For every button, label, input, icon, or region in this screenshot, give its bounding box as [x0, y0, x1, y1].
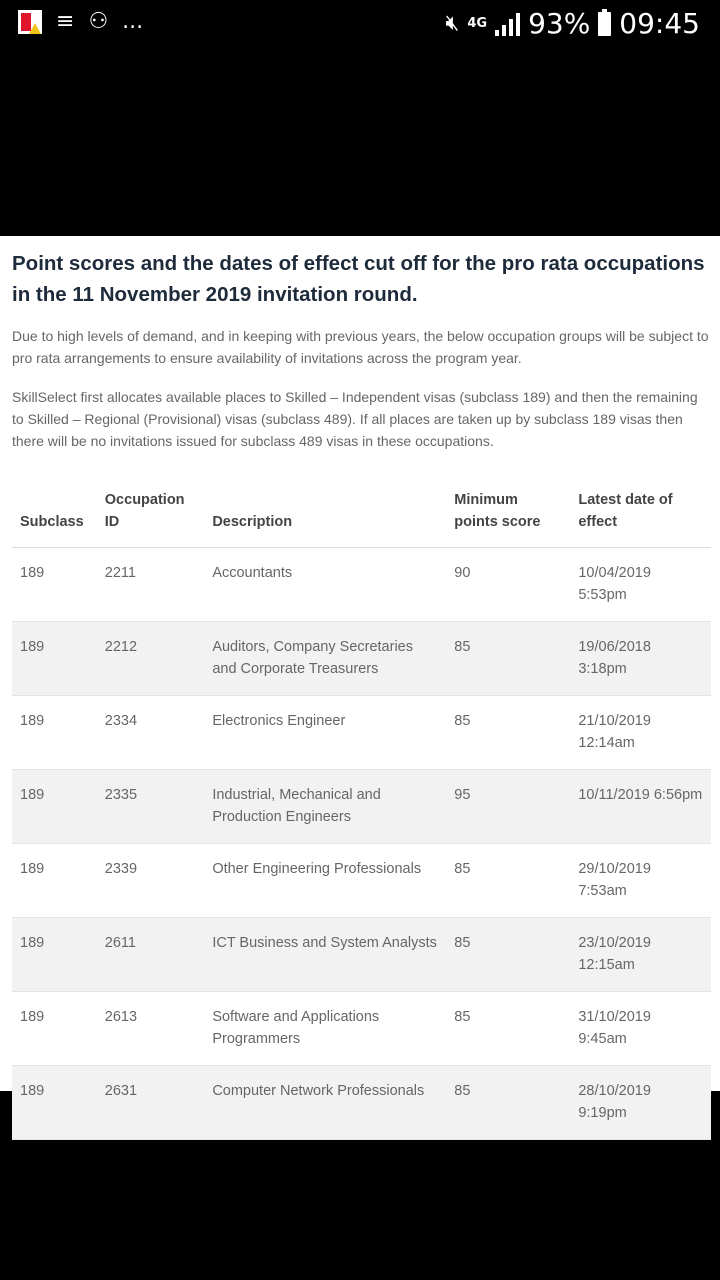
cell-description: Auditors, Company Secretaries and Corporate Treasurers: [204, 622, 446, 696]
status-bar-right: [445, 8, 700, 40]
cell-date: 19/06/2018 3:18pm: [570, 622, 711, 696]
cell-description: Electronics Engineer: [204, 696, 446, 770]
cell-description: Software and Applications Programmers: [204, 992, 446, 1066]
table-header-row: [12, 483, 711, 548]
clock: 09:45: [619, 7, 700, 40]
table-row: [12, 770, 711, 844]
cell-points: 85: [446, 696, 570, 770]
lines-icon: ≡: [56, 9, 75, 34]
battery-icon: [598, 12, 611, 36]
table-row: [12, 918, 711, 992]
header-minimum-points: Minimum points score: [446, 483, 570, 548]
header-latest-date: Latest date of effect: [570, 483, 711, 548]
intro-paragraph: Due to high levels of demand, and in keeping with previous years, the below occupation groups will be subject to pro rata arrangements to ensure availability of invitations across the program year.: [12, 328, 709, 366]
cell-date: 10/11/2019 6:56pm: [570, 770, 711, 844]
header-occupation-id: Occupation ID: [97, 483, 205, 548]
table-row: [12, 992, 711, 1066]
article-content: [0, 236, 720, 1121]
cell-points: 85: [446, 1066, 570, 1140]
occupation-table: [12, 483, 711, 1140]
cell-date: 21/10/2019 12:14am: [570, 696, 711, 770]
cell-date: 31/10/2019 9:45am: [570, 992, 711, 1066]
cell-points: 85: [446, 844, 570, 918]
cell-subclass: 189: [12, 770, 97, 844]
cell-description: Other Engineering Professionals: [204, 844, 446, 918]
cell-occupation-id: 2212: [97, 622, 205, 696]
skillselect-paragraph: SkillSelect first allocates available places to Skilled – Independent visas (subclass 189) and then the remaining to Skilled – Regional (Provisional) visas (subclass 489). If all places are taken up by subclass 189 visas then there will be no invitations issued for subclass 489 visas in these occupations.: [12, 389, 698, 449]
table-row: [12, 696, 711, 770]
cell-date: 29/10/2019 7:53am: [570, 844, 711, 918]
more-notifications: ...: [122, 9, 144, 34]
cell-subclass: 189: [12, 622, 97, 696]
cell-points: 85: [446, 992, 570, 1066]
cell-occupation-id: 2631: [97, 1066, 205, 1140]
mute-icon: 🔇︎: [445, 11, 460, 36]
cell-subclass: 189: [12, 918, 97, 992]
app-notification-icon: [18, 10, 42, 34]
cell-points: 85: [446, 918, 570, 992]
cell-occupation-id: 2211: [97, 548, 205, 622]
cell-date: 10/04/2019 5:53pm: [570, 548, 711, 622]
table-row: [12, 548, 711, 622]
signal-icon: [495, 12, 520, 36]
page-title: Point scores and the dates of effect cut off for the pro rata occupations in the 11 November 2019 invitation round.: [12, 252, 705, 306]
cell-occupation-id: 2611: [97, 918, 205, 992]
cell-date: 23/10/2019 12:15am: [570, 918, 711, 992]
cell-subclass: 189: [12, 1066, 97, 1140]
cell-occupation-id: 2335: [97, 770, 205, 844]
table-row: [12, 1066, 711, 1140]
cell-points: 90: [446, 548, 570, 622]
cell-occupation-id: 2339: [97, 844, 205, 918]
cell-description: Industrial, Mechanical and Production Engineers: [204, 770, 446, 844]
table-row: [12, 844, 711, 918]
cell-subclass: 189: [12, 548, 97, 622]
cell-description: Computer Network Professionals: [204, 1066, 446, 1140]
table-row: [12, 622, 711, 696]
status-bar: [0, 0, 720, 50]
cell-subclass: 189: [12, 696, 97, 770]
cell-description: ICT Business and System Analysts: [204, 918, 446, 992]
header-subclass: Subclass: [12, 483, 97, 548]
cell-occupation-id: 2613: [97, 992, 205, 1066]
battery-percent: 93%: [528, 7, 591, 40]
cell-description: Accountants: [204, 548, 446, 622]
network-type: 4G: [467, 16, 488, 31]
cell-occupation-id: 2334: [97, 696, 205, 770]
cell-date: 28/10/2019 9:19pm: [570, 1066, 711, 1140]
cell-points: 95: [446, 770, 570, 844]
header-description: Description: [204, 483, 446, 548]
cell-subclass: 189: [12, 992, 97, 1066]
cell-subclass: 189: [12, 844, 97, 918]
status-bar-left: [18, 10, 143, 34]
cell-points: 85: [446, 622, 570, 696]
user-sync-icon: ⚇: [88, 9, 109, 34]
